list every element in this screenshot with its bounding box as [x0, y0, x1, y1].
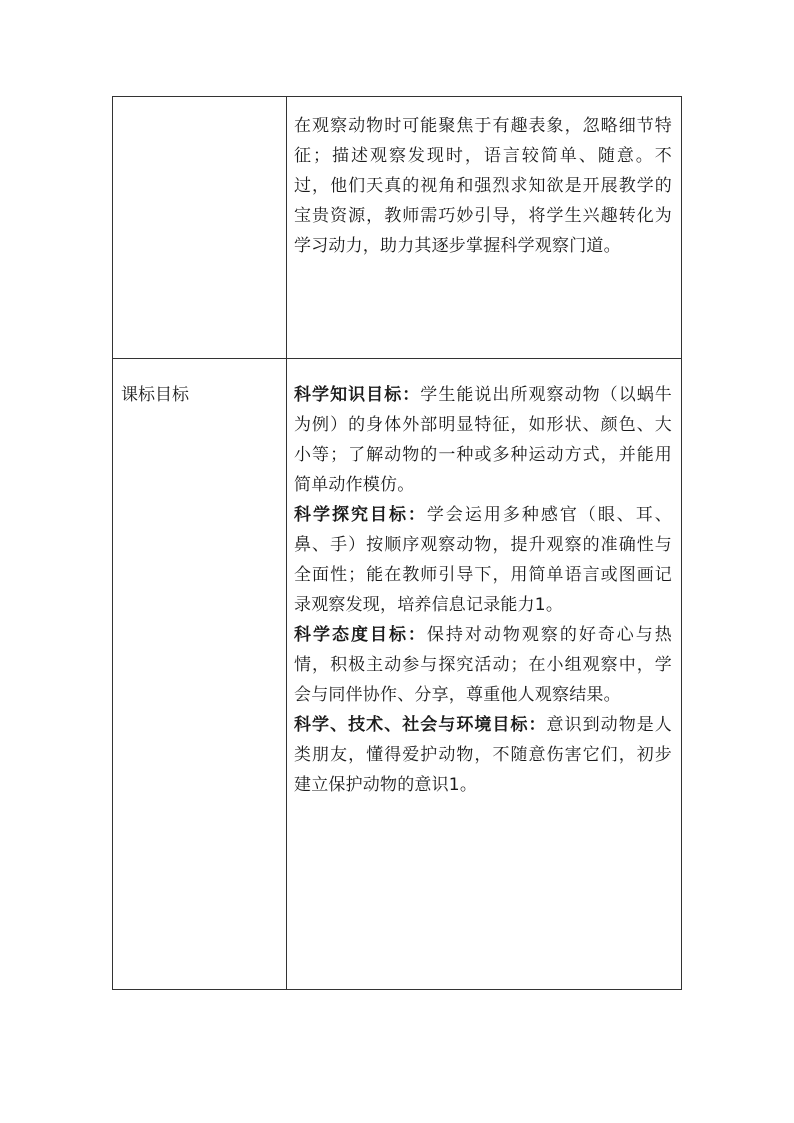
goal-text: 学生能说出所观察动物（以蜗牛为例）的身体外部明显特征，如形状、颜色、大小等；了解动物的一种或多种运动方式，并能用简单动作模仿。	[294, 385, 672, 495]
goal-title: 科学、技术、社会与环境目标：	[294, 715, 547, 735]
goal-title: 科学态度目标：	[294, 625, 427, 645]
row-divider	[113, 358, 681, 359]
goal-text: 学会运用多种感官（眼、耳、鼻、手）按顺序观察动物，提升观察的准确性与全面性；能在教师引导下，用简单语言或图画记录观察发现，培养信息记录能力1。	[294, 505, 672, 615]
goal-science-attitude	[294, 620, 672, 710]
table-cell-label-curriculum-goals: 课标目标	[121, 385, 189, 405]
table-cell-student-analysis	[294, 111, 672, 261]
student-analysis-text: 在观察动物时可能聚焦于有趣表象，忽略细节特征；描述观察发现时，语言较简单、随意。不过，他们天真的视角和强烈求知欲是开展教学的宝贵资源，教师需巧妙引导，将学生兴趣转化为学习动力，助力其逐步掌握科学观察门道。	[294, 116, 672, 256]
column-divider	[286, 97, 287, 989]
goal-science-knowledge	[294, 380, 672, 500]
goal-title: 科学知识目标：	[294, 385, 421, 405]
goal-science-inquiry	[294, 500, 672, 620]
goal-text: 保持对动物观察的好奇心与热情，积极主动参与探究活动；在小组观察中，学会与同伴协作、分享，尊重他人观察结果。	[294, 625, 672, 705]
goal-text: 意识到动物是人类朋友，懂得爱护动物，不随意伤害它们，初步建立保护动物的意识1。	[294, 715, 672, 795]
table-cell-curriculum-goals	[294, 380, 672, 800]
document-table	[112, 96, 682, 990]
goal-title: 科学探究目标：	[294, 505, 427, 525]
goal-stse	[294, 710, 672, 800]
